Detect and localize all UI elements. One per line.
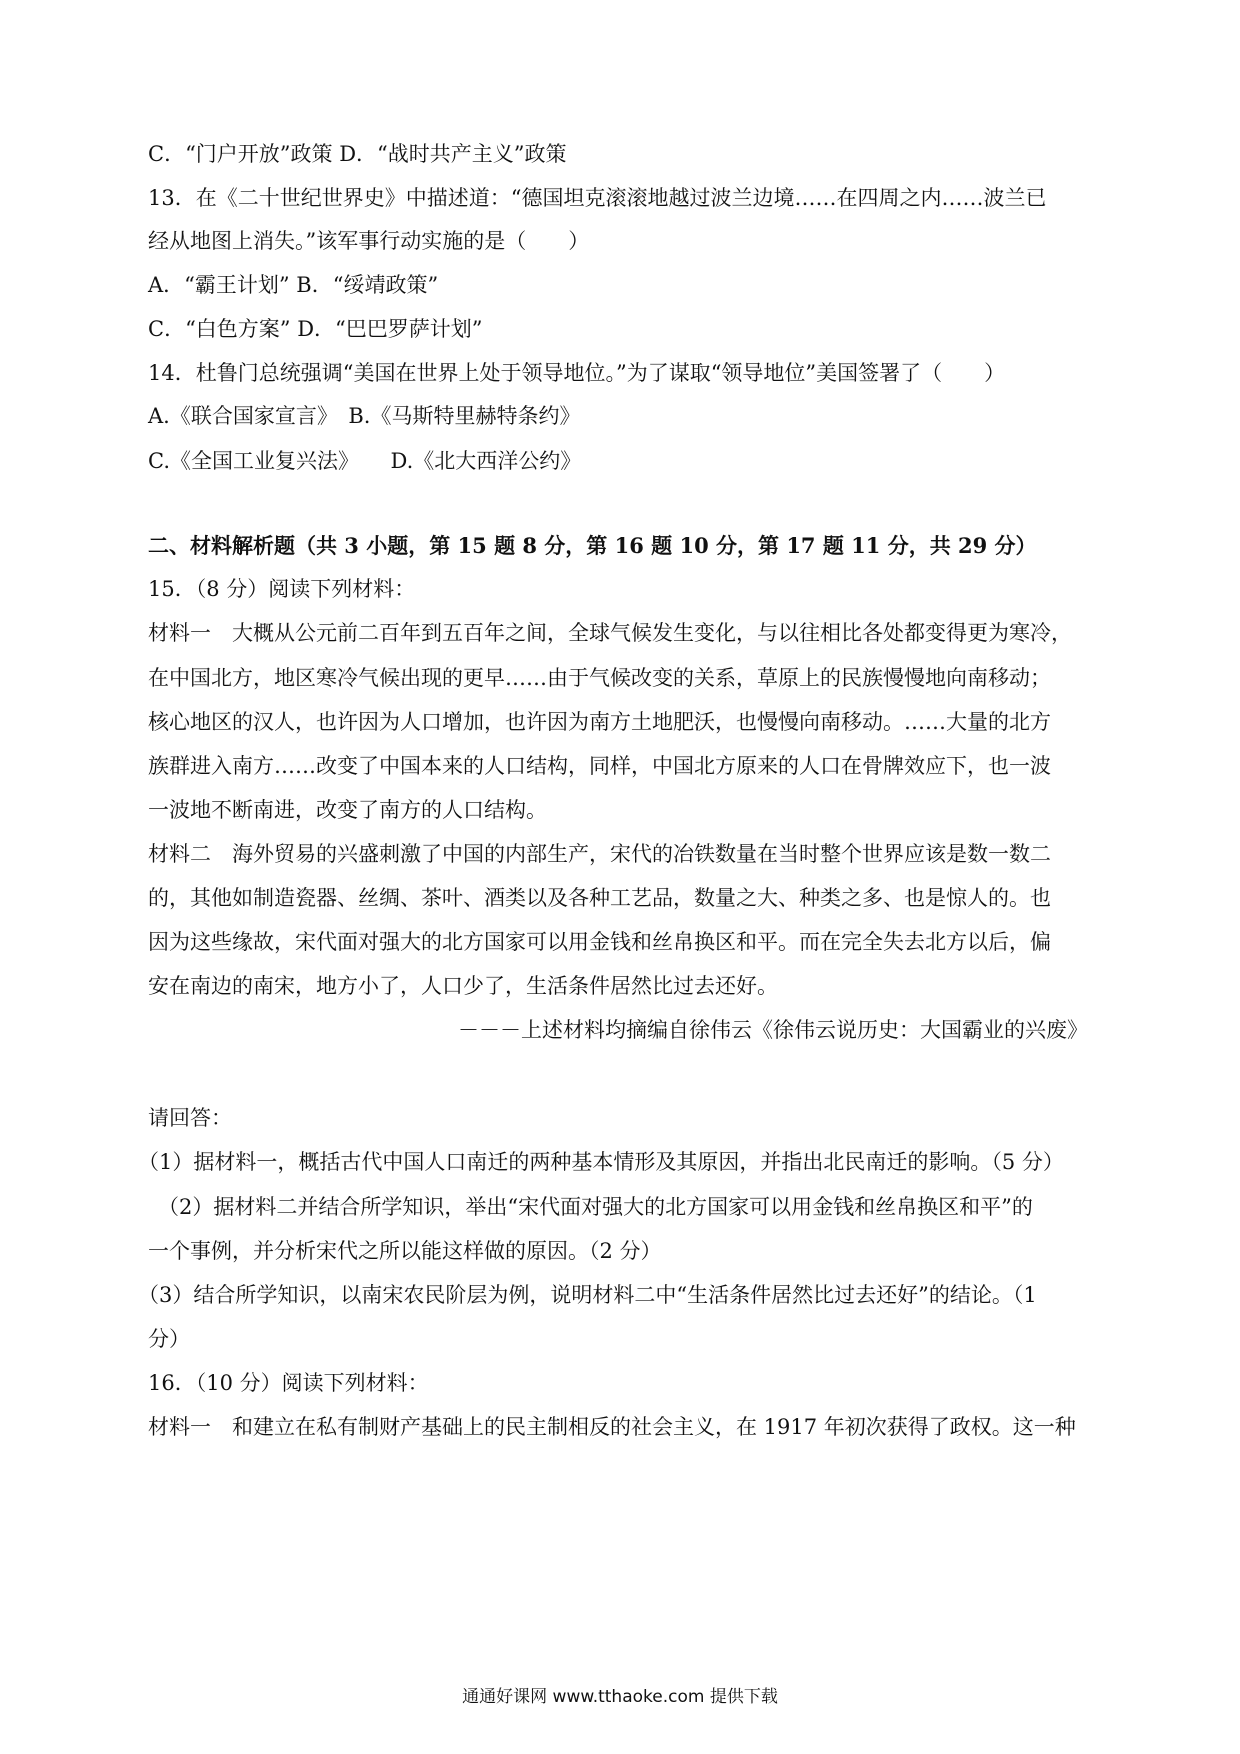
q13-stem-line1: 13．在《二十世纪世界史》中描述道：“德国坦克滚滚地越过波兰边境……在四周之内……波兰已 xyxy=(148,186,1047,210)
q15-material1-line3: 核心地区的汉人，也许因为人口增加，也许因为南方土地肥沃，也慢慢向南移动。……大量的北方 xyxy=(148,710,1051,734)
q15-material1-line1: 材料一 大概从公元前二百年到五百年之间，全球气候发生变化，与以往相比各处都变得更为寒冷， xyxy=(148,621,1072,645)
q13-option-ab: A．“霸王计划” B．“绥靖政策” xyxy=(148,273,439,297)
q14-stem: 14．杜鲁门总统强调“美国在世界上处于领导地位。”为了谋取“领导地位”美国签署了（ ） xyxy=(148,361,1006,385)
q15-material1-line2: 在中国北方，地区寒冷气候出现的更早……由于气候改变的关系，草原上的民族慢慢地向南移动； xyxy=(148,666,1051,690)
q15-source: －－－上述材料均摘编自徐伟云《徐伟云说历史：大国霸业的兴废》 xyxy=(458,1018,1088,1042)
q15-material2-line1: 材料二 海外贸易的兴盛刺激了中国的内部生产，宋代的冶铁数量在当时整个世界应该是数一数二 xyxy=(148,842,1051,866)
q14-option-ab: A.《联合国家宣言》 B.《马斯特里赫特条约》 xyxy=(148,404,581,428)
q15-sub2-line2: 一个事例，并分析宋代之所以能这样做的原因。（2 分） xyxy=(148,1239,662,1263)
q13-stem-line2: 经从地图上消失。”该军事行动实施的是（ ） xyxy=(148,229,590,253)
q12-option-cd: C．“门户开放”政策 D．“战时共产主义”政策 xyxy=(148,142,567,166)
q15-material1-line4: 族群进入南方……改变了中国本来的人口结构，同样，中国北方原来的人口在骨牌效应下，也一波 xyxy=(148,754,1051,778)
q15-sub3-line2: 分） xyxy=(148,1327,190,1351)
q14-option-cd: C.《全国工业复兴法》 D.《北大西洋公约》 xyxy=(148,449,582,473)
q16-material1-line1: 材料一 和建立在私有制财产基础上的民主制相反的社会主义，在 1917 年初次获得了政权。这一种 xyxy=(148,1415,1076,1439)
q16-header: 16．（10 分）阅读下列材料： xyxy=(148,1371,429,1395)
section2-heading: 二、材料解析题（共 3 小题，第 15 题 8 分，第 16 题 10 分，第 17 题 11 分，共 29 分） xyxy=(148,533,1037,558)
q15-material2-line2: 的，其他如制造瓷器、丝绸、茶叶、酒类以及各种工艺品，数量之大、种类之多、也是惊人的。也 xyxy=(148,886,1051,910)
q15-header: 15．（8 分）阅读下列材料： xyxy=(148,577,416,601)
q15-ask: 请回答： xyxy=(148,1106,232,1130)
q15-sub2-line1: （2）据材料二并结合所学知识，举出“宋代面对强大的北方国家可以用金钱和丝帛换区和平”的 xyxy=(158,1195,1033,1219)
q13-option-cd: C．“白色方案” D．“巴巴罗萨计划” xyxy=(148,317,483,341)
q15-material2-line4: 安在南边的南宋，地方小了，人口少了，生活条件居然比过去还好。 xyxy=(148,974,778,998)
q15-material1-line5: 一波地不断南进，改变了南方的人口结构。 xyxy=(148,798,547,822)
q15-sub1: （1）据材料一，概括古代中国人口南迁的两种基本情形及其原因，并指出北民南迁的影响。（5 分） xyxy=(138,1150,1064,1174)
q15-material2-line3: 因为这些缘故，宋代面对强大的北方国家可以用金钱和丝帛换区和平。而在完全失去北方以后，偏 xyxy=(148,930,1051,954)
page-footer: 通通好课网 www.tthaoke.com 提供下载 xyxy=(462,1687,778,1707)
q15-sub3-line1: （3）结合所学知识，以南宋农民阶层为例，说明材料二中“生活条件居然比过去还好”的结论。（1 xyxy=(138,1283,1037,1307)
